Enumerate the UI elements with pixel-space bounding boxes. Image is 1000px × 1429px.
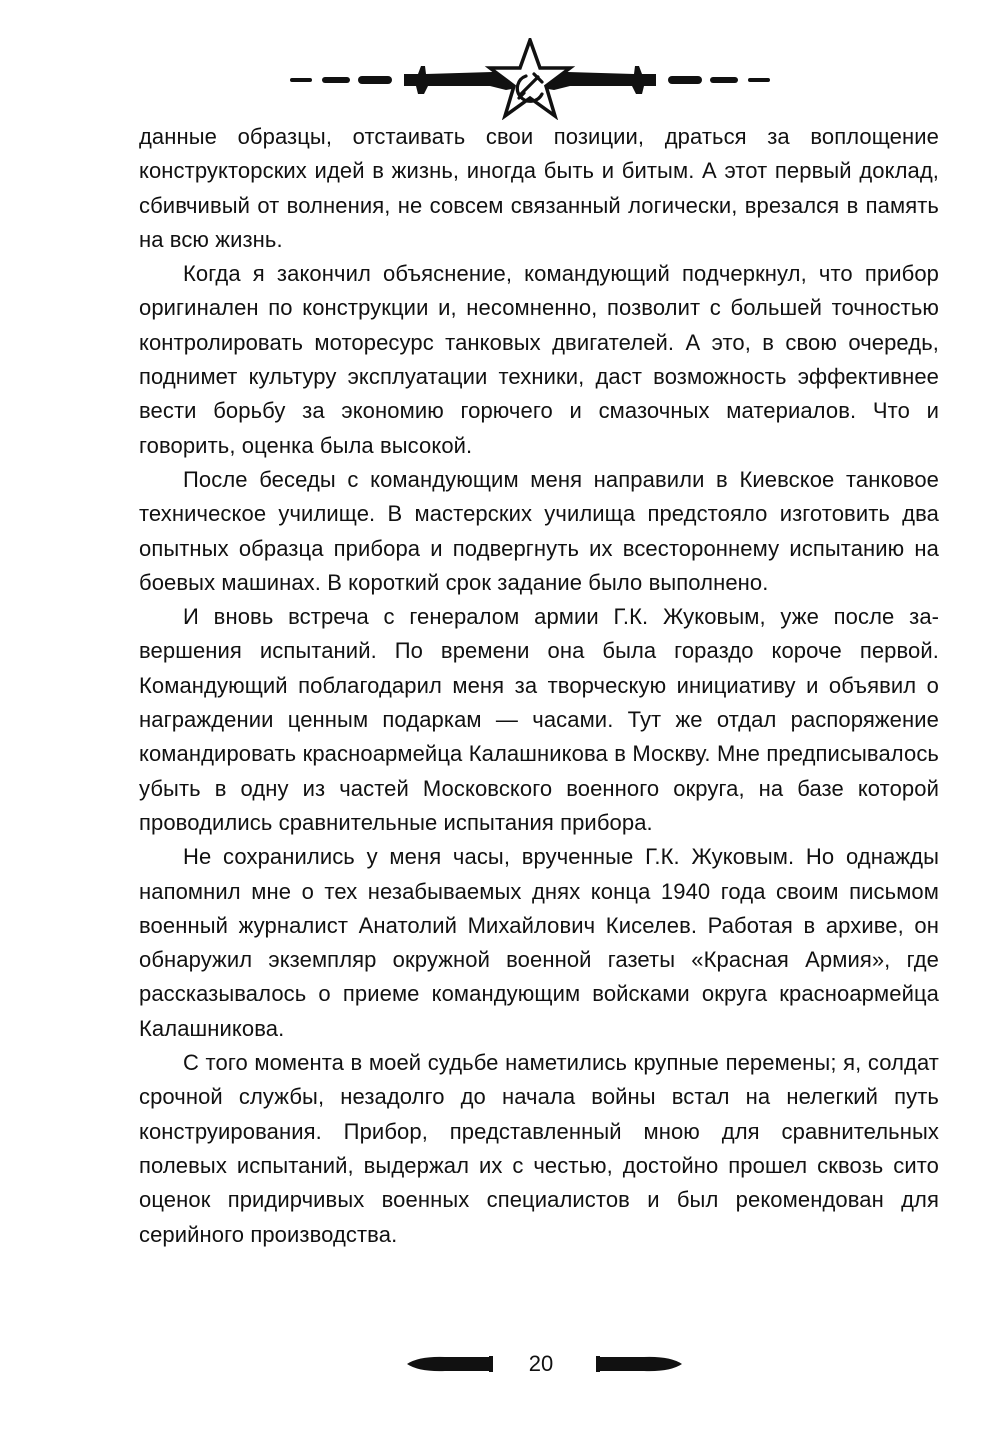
header-dashes-left xyxy=(290,76,392,84)
paragraph-6: С того момента в моей судьбе наметились крупные перемены; я, солдат срочной службы, незадолго до начала войны встал на нелегкий путь конструирования. Прибор, представленный мною для сравнительных полевых испытаний, выдержал их с честью, достойно прошел сквозь сито оценок придирчивых военных специалистов и был рекомендован для серийного производства. xyxy=(139,1050,939,1247)
paragraph-1: данные образцы, отстаивать свои позиции, драться за воплощение конструкторских идей в жизнь, иногда быть и битым. А этот первый доклад, сбивчивый от волнения, не совсем связанный логически, врезался в память на всю жизнь. xyxy=(139,124,939,252)
header-dashes-right xyxy=(668,76,770,84)
page-number: 20 xyxy=(528,1351,554,1376)
paragraph-4: И вновь встреча с генералом армии Г.К. Жуковым, уже после завершения испытаний. По времени она была гораздо короче первой. Командующий поблагодарил меня за творческую инициативу и объявил о награждении ценным подаркам — часами. Тут же отдал распоряжение командировать красноармейца Калашникова в Москву. Мне предписывалось убыть в одну из частей Московского военного округа, на базе которой проводились сравнительные испытания прибора. xyxy=(139,604,939,835)
cartridge-left-icon xyxy=(405,1354,495,1374)
page-footer xyxy=(0,1348,1000,1388)
paragraph-5: Не сохранились у меня часы, врученные Г.К. Жуковым. Но однажды напомнил мне о тех незабываемых днях конца 1940 года своим письмом военный журналист Анатолий Михайлович Киселев. Работая в архиве, он обнаружил экземпляр окружной военной газеты «Красная Армия», где рассказывалось о приеме командующим войсками округа красноармейца Калашникова. xyxy=(139,844,939,1041)
paragraph-2: Когда я закончил объяснение, командующий подчеркнул, что прибор оригинален по конструкции и, несомненно, позволит с большей точностью контролировать моторесурс танковых двигателей. А это, в свою очередь, поднимет культуру эксплуатации техники, даст возможность эффективнее вести борьбу за экономию горючего и смазочных материалов. Что и говорить, оценка была высокой. xyxy=(139,261,939,458)
star-hammer-sickle-icon xyxy=(490,40,570,116)
header-ornament xyxy=(280,38,780,120)
paragraph-3: После беседы с командующим меня направили в Киевское танковое техническое училище. В мастерских училища предстояло изготовить два опытных образца прибора и подвергнуть их всестороннему испытанию на боевых машинах. В короткий срок задание было выполнено. xyxy=(139,466,939,595)
page-body xyxy=(139,120,939,1252)
cartridge-right-icon xyxy=(594,1354,684,1374)
